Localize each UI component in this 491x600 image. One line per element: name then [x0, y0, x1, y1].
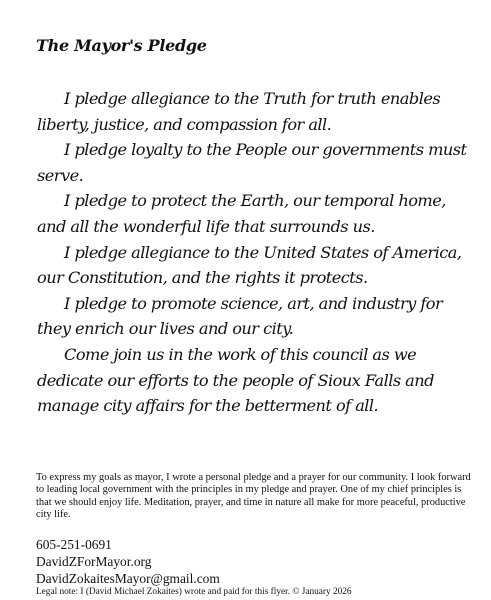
- website-link[interactable]: DavidZForMayor.org: [36, 554, 152, 569]
- email-link[interactable]: DavidZokaitesMayor@gmail.com: [36, 571, 220, 586]
- phone-number: 605-251-0691: [36, 537, 112, 552]
- intro-paragraph: To express my goals as mayor, I wrote a personal pledge and a prayer for our community. I look forward to leading local government with the principles in my pledge and prayer. One of my chief principles is that we should enjoy life. Meditation, prayer, and time in nature all make for more peaceful, productive city life.: [36, 472, 471, 520]
- pledge-paragraph-science: I pledge to promote science, art, and industry for they enrich our lives and our city.: [37, 293, 443, 339]
- pledge-text: [37, 86, 477, 419]
- legal-note: Legal note: I (David Michael Zokaites) wrote and paid for this flyer. © January 2026: [36, 587, 352, 597]
- pledge-paragraph-people: I pledge loyalty to the People our governments must serve.: [37, 140, 467, 185]
- page-title: The Mayor's Pledge: [36, 36, 207, 55]
- pledge-paragraph-truth: I pledge allegiance to the Truth for truth enables liberty, justice, and compassion for all.: [37, 89, 441, 134]
- contact-block: [36, 536, 220, 587]
- pledge-paragraph-earth: I pledge to protect the Earth, our temporal home, and all the wonderful life that surrounds us.: [37, 191, 446, 236]
- pledge-paragraph-council: Come join us in the work of this council as we dedicate our efforts to the people of Sioux Falls and manage city affairs for the betterment of all.: [37, 344, 434, 416]
- pledge-paragraph-usa: I pledge allegiance to the United States of America, our Constitution, and the rights it protects.: [37, 242, 462, 288]
